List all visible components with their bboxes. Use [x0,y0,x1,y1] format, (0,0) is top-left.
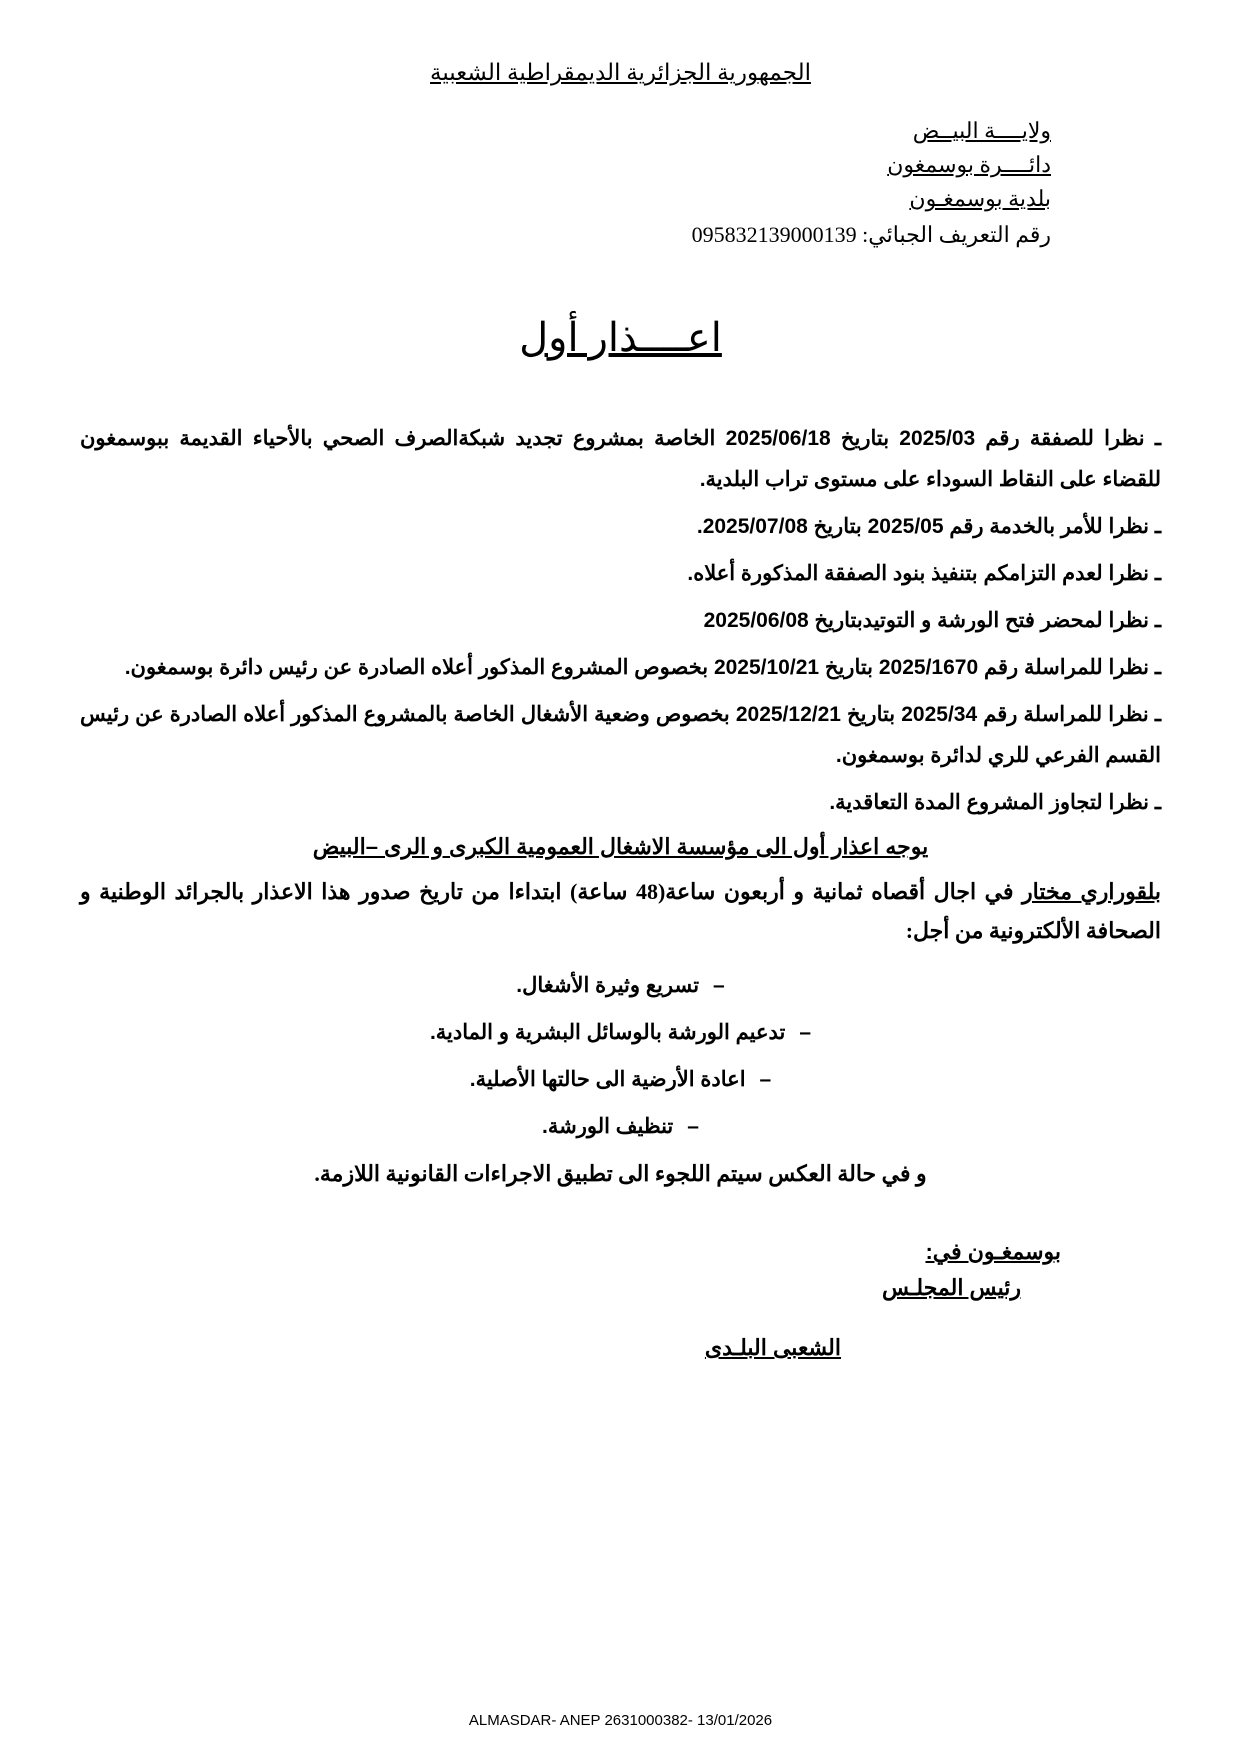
wilaya-line: ولايــــة البيــض [912,118,1051,143]
list-item-label: تسريع وثيرة الأشغال. [516,974,700,997]
page-footer: ALMASDAR- ANEP 2631000382- 13/01/2026 [468,1712,773,1729]
clauses-block [80,419,1161,823]
dash-icon: – [799,1021,812,1044]
clause-item: ـ نظرا للمراسلة رقم 2025/1670 بتاريخ 2025/10/21 بخصوص المشروع المذكور أعلاه الصادرة عن رئيس دائرة بوسمغون. [124,656,1161,680]
signature-role-line-1: رئيس المجلـس [881,1275,1021,1300]
baladia-line: بلدية بوسمغـون [909,186,1051,212]
clause-item: ـ نظرا لعدم التزامكم بتنفيذ بنود الصفقة المذكورة أعلاه. [687,562,1161,586]
body-paragraph [80,872,1161,951]
list-item [80,1067,1161,1092]
list-item-label: تنظيف الورشة. [542,1115,674,1138]
closing-statement: و في حالة العكس سيتم اللجوء الى تطبيق الاجراءات القانونية اللازمة. [314,1161,927,1186]
addressee-line: يوجه اعذار أول الى مؤسسة الاشغال العمومية الكبرى و الرى –البيض [312,833,929,859]
list-item [80,1020,1161,1045]
list-item-label: اعادة الأرضية الى حالتها الأصلية. [469,1068,746,1091]
list-item [80,1114,1161,1139]
clause-item: ـ نظرا لتجاوز المشروع المدة التعاقدية. [829,790,1161,814]
daira-line: دائــــرة بوسمغون [887,152,1051,178]
requirements-list [80,973,1161,1139]
republic-heading: الجمهورية الجزائرية الديمقراطية الشعبية [430,60,811,85]
clause-item: ـ نظرا للمراسلة رقم 2025/34 بتاريخ 2025/12/21 بخصوص وضعية الأشغال الخاصة بالمشروع المذكور أعلاه الصادرة عن رئيس القسم الفرعي للري لدائرة بوسمغون. [80,703,1162,767]
clause-item: ـ نظرا لمحضر فتح الورشة و التوتيدبتاريخ 2025/06/08 [703,609,1161,633]
fiscal-id-line: رقم التعريف الجبائي: 095832139000139 [691,222,1051,248]
clause-item: ـ نظرا للصفقة رقم 2025/03 بتاريخ 2025/06/18 الخاصة بمشروع تجديد شبكةالصرف الصحي بالأحياء القديمة ببوسمغون للقضاء على النقاط السوداء على مستوى تراب البلدية. [80,427,1161,492]
administration-block [80,114,1161,252]
signature-role-line-2: الشعبى البلـدى [704,1335,841,1360]
body-paragraph-rest: في اجال أقصاه ثمانية و أربعون ساعة(48 ساعة) ابتداءا من تاريخ صدور هذا الاعذار بالجرائد الوطنية و الصحافة الألكترونية من أجل: [80,878,1161,944]
dash-icon: – [759,1068,772,1091]
dash-icon: – [713,974,725,997]
clause-item: ـ نظرا للأمر بالخدمة رقم 2025/05 بتاريخ 2025/07/08. [696,515,1161,539]
signature-place: بوسمغـون في: [925,1239,1061,1264]
dash-icon: – [687,1115,699,1138]
document-title: اعــــذار أول [519,315,722,361]
body-paragraph-underlined: بلقوراري مختار [1022,878,1162,904]
list-item [80,973,1161,998]
list-item-label: تدعيم الورشة بالوسائل البشرية و المادية. [429,1021,786,1044]
signature-block [80,1239,1161,1361]
